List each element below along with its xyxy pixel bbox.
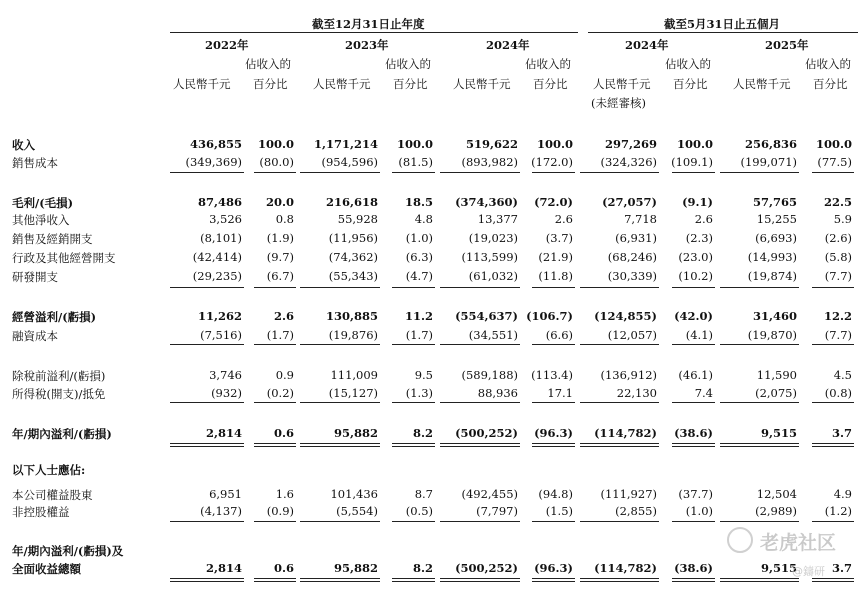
row-cell: (6.6)	[545, 328, 573, 342]
rule-net-double	[580, 443, 659, 447]
row-cell: (172.0)	[531, 155, 573, 169]
watermark-brand: 老虎社区	[760, 532, 837, 554]
rule-total-double	[254, 578, 296, 582]
row-cell: (6,693)	[755, 231, 797, 245]
header-group1-title: 截至12月31日止年度	[312, 17, 425, 31]
row-cell: (2,855)	[615, 504, 657, 518]
rule-operating	[170, 287, 244, 288]
row-cell: 4.5	[833, 368, 852, 382]
row-cell: 100.0	[815, 137, 852, 151]
row-cell: (4.1)	[685, 328, 713, 342]
rule-operating	[812, 287, 854, 288]
row-cell: 9.5	[414, 368, 433, 382]
rule-total-double	[170, 578, 244, 582]
row-cell: 11,590	[756, 368, 797, 382]
row-cell: (46.1)	[678, 368, 713, 382]
rule-net-top	[672, 402, 715, 403]
row-cell: 11,262	[197, 309, 242, 323]
rule-net-top	[392, 402, 435, 403]
row-cell: (0.8)	[824, 386, 852, 400]
row-cell: (10.2)	[678, 269, 713, 283]
row-cell: 12.2	[823, 309, 852, 323]
row-cell: (7.7)	[824, 269, 852, 283]
row-cell: 216,618	[325, 195, 378, 209]
rule-total-double	[672, 578, 715, 582]
row-cell: (0.9)	[266, 504, 294, 518]
pct-label-2025-5m: 佔收入的	[805, 57, 851, 71]
row-cell: (55,343)	[328, 269, 378, 283]
row-cell: 297,269	[604, 137, 657, 151]
row-cell: (1.7)	[405, 328, 433, 342]
row-cell: 87,486	[197, 195, 242, 209]
row-cell: (106.7)	[526, 309, 573, 323]
rule-gross	[254, 172, 296, 173]
unit-label-2022: 人民幣千元	[173, 77, 231, 91]
rule-attr	[672, 521, 715, 522]
row-cell: (15,127)	[328, 386, 378, 400]
row-cell: (0.2)	[266, 386, 294, 400]
row-cell: 101,436	[330, 487, 378, 501]
pct-label-2023: 佔收入的	[385, 57, 431, 71]
row-cell: (893,982)	[461, 155, 518, 169]
row-cell: (81.5)	[398, 155, 433, 169]
pct-label2-2025-5m: 百分比	[813, 77, 848, 91]
row-cell: (61,032)	[468, 269, 518, 283]
row-cell: (500,252)	[455, 561, 518, 575]
row-cell: (589,188)	[461, 368, 518, 382]
rule-operating	[440, 287, 520, 288]
row-cell: (21.9)	[538, 250, 573, 264]
row-cell: 3,746	[209, 368, 242, 382]
row-cell: (554,637)	[455, 309, 518, 323]
rule-gross	[300, 172, 380, 173]
header-group2-title: 截至5月31日止五個月	[664, 17, 781, 31]
rule-pretax	[672, 344, 715, 345]
row-cell: (113,599)	[461, 250, 518, 264]
row-cell: 15,255	[756, 212, 797, 226]
row-cell: 3.7	[831, 561, 852, 575]
row-cell: 95,882	[333, 561, 378, 575]
row-cell: (199,071)	[740, 155, 797, 169]
row-cell: 4.8	[414, 212, 433, 226]
year-2024: 2024年	[486, 38, 530, 52]
unit-label-2024-5m: 人民幣千元	[593, 77, 651, 91]
row-cell: (42,414)	[192, 250, 242, 264]
row-cell: (74,362)	[328, 250, 378, 264]
rule-pretax	[440, 344, 520, 345]
row-cell: 6,951	[209, 487, 242, 501]
pct-label-2024-5m: 佔收入的	[665, 57, 711, 71]
header-group2-rule	[588, 32, 858, 33]
row-cell: (1.2)	[824, 504, 852, 518]
rule-attr	[532, 521, 575, 522]
row-cell: (9.7)	[266, 250, 294, 264]
rule-operating	[720, 287, 799, 288]
row-cell: (109.1)	[671, 155, 713, 169]
rule-net-double	[170, 443, 244, 447]
row-cell: (8,101)	[200, 231, 242, 245]
row-label: 除稅前溢利/(虧損)	[12, 369, 106, 383]
section-attributable: 以下人士應佔:	[12, 463, 86, 477]
row-label: 毛利/(毛損)	[12, 196, 74, 210]
pct-label2-2024-5m: 百分比	[673, 77, 708, 91]
row-cell: (6.3)	[405, 250, 433, 264]
row-cell: (77.5)	[817, 155, 852, 169]
row-cell: 7.4	[694, 386, 713, 400]
rule-operating	[672, 287, 715, 288]
rule-net-double	[300, 443, 380, 447]
row-cell: (349,369)	[185, 155, 242, 169]
row-label: 研發開支	[12, 270, 58, 284]
rule-operating	[532, 287, 575, 288]
rule-net-double	[720, 443, 799, 447]
row-cell: 11.2	[404, 309, 433, 323]
rule-pretax	[532, 344, 575, 345]
row-cell: (111,927)	[600, 487, 657, 501]
row-cell: (12,057)	[607, 328, 657, 342]
row-cell: (19,023)	[468, 231, 518, 245]
row-cell: (1.3)	[405, 386, 433, 400]
row-cell: (124,855)	[594, 309, 657, 323]
row-cell: 111,009	[330, 368, 378, 382]
row-cell: 8.2	[412, 561, 433, 575]
row-cell: 3.7	[831, 426, 852, 440]
row-cell: 1.6	[275, 487, 294, 501]
rule-net-top	[580, 402, 659, 403]
row-cell: (374,360)	[455, 195, 518, 209]
row-cell: 22.5	[823, 195, 852, 209]
row-cell: 100.0	[257, 137, 294, 151]
row-cell: (4,137)	[200, 504, 242, 518]
row-label: 融資成本	[12, 329, 58, 343]
row-label: 全面收益總額	[12, 562, 81, 576]
rule-net-top	[440, 402, 520, 403]
row-cell: 8.2	[412, 426, 433, 440]
row-cell: (2,075)	[755, 386, 797, 400]
row-cell: 57,765	[752, 195, 797, 209]
pct-label2-2022: 百分比	[253, 77, 288, 91]
rule-attr	[254, 521, 296, 522]
row-cell: (114,782)	[594, 561, 657, 575]
row-label: 銷售及經銷開支	[12, 232, 93, 246]
rule-pretax	[254, 344, 296, 345]
row-cell: (5,554)	[336, 504, 378, 518]
row-cell: (7.7)	[824, 328, 852, 342]
row-cell: (72.0)	[534, 195, 573, 209]
row-cell: (1.5)	[545, 504, 573, 518]
row-cell: 2.6	[694, 212, 713, 226]
row-cell: (6,931)	[615, 231, 657, 245]
row-cell: (3.7)	[545, 231, 573, 245]
row-cell: 436,855	[189, 137, 242, 151]
row-cell: (7,516)	[200, 328, 242, 342]
rule-net-top	[300, 402, 380, 403]
rule-net-double	[532, 443, 575, 447]
pct-label2-2023: 百分比	[393, 77, 428, 91]
rule-attr	[170, 521, 244, 522]
row-cell: 1,171,214	[313, 137, 378, 151]
row-cell: 100.0	[536, 137, 573, 151]
row-cell: 7,718	[624, 212, 657, 226]
row-cell: (9.1)	[682, 195, 713, 209]
row-cell: (1.0)	[405, 231, 433, 245]
row-label: 銷售成本	[12, 156, 58, 170]
row-cell: (1.7)	[266, 328, 294, 342]
unit-label-2024: 人民幣千元	[453, 77, 511, 91]
row-cell: 8.7	[414, 487, 433, 501]
rule-net-top	[254, 402, 296, 403]
row-cell: (38.6)	[674, 561, 713, 575]
rule-pretax	[580, 344, 659, 345]
unit-label-2025-5m: 人民幣千元	[733, 77, 791, 91]
rule-gross	[170, 172, 244, 173]
row-cell: 2.6	[273, 309, 294, 323]
rule-operating	[580, 287, 659, 288]
rule-net-top	[720, 402, 799, 403]
row-cell: (136,912)	[600, 368, 657, 382]
row-cell: 2,814	[205, 426, 242, 440]
rule-pretax	[170, 344, 244, 345]
row-cell: (34,551)	[468, 328, 518, 342]
year-2022: 2022年	[205, 38, 249, 52]
watermark-logo-icon	[727, 527, 753, 553]
year-2025-5m: 2025年	[765, 38, 809, 52]
rule-attr	[580, 521, 659, 522]
row-cell: (1.0)	[685, 504, 713, 518]
row-cell: 3,526	[209, 212, 242, 226]
rule-pretax	[812, 344, 854, 345]
rule-attr	[392, 521, 435, 522]
row-label: 非控股權益	[12, 505, 70, 519]
row-cell: (80.0)	[259, 155, 294, 169]
row-cell: 100.0	[676, 137, 713, 151]
row-cell: (5.8)	[824, 250, 852, 264]
row-cell: 0.6	[273, 561, 294, 575]
row-cell: (68,246)	[607, 250, 657, 264]
rule-gross	[532, 172, 575, 173]
rule-net-double	[392, 443, 435, 447]
rule-net-double	[254, 443, 296, 447]
rule-gross	[812, 172, 854, 173]
row-cell: 519,622	[465, 137, 518, 151]
row-cell: (2.3)	[685, 231, 713, 245]
row-cell: (96.3)	[534, 426, 573, 440]
rule-gross	[580, 172, 659, 173]
row-cell: (23.0)	[678, 250, 713, 264]
row-cell: (37.7)	[678, 487, 713, 501]
rule-total-double	[720, 578, 799, 582]
row-cell: 0.8	[275, 212, 294, 226]
row-cell: 22,130	[616, 386, 657, 400]
rule-attr	[440, 521, 520, 522]
unaudited-note: (未經審核)	[591, 96, 646, 110]
row-cell: 31,460	[752, 309, 797, 323]
row-cell: 88,936	[477, 386, 518, 400]
rule-operating	[300, 287, 380, 288]
row-cell: 2,814	[205, 561, 242, 575]
row-cell: (2,989)	[755, 504, 797, 518]
row-cell: 12,504	[756, 487, 797, 501]
rule-total-double	[392, 578, 435, 582]
row-cell: 0.6	[273, 426, 294, 440]
row-cell: 95,882	[333, 426, 378, 440]
row-cell: (94.8)	[538, 487, 573, 501]
section-comprehensive-line1: 年/期內溢利/(虧損)及	[12, 544, 124, 558]
row-label: 年/期內溢利/(虧損)	[12, 427, 112, 441]
row-cell: (30,339)	[607, 269, 657, 283]
row-cell: 2.6	[554, 212, 573, 226]
rule-net-top	[812, 402, 854, 403]
row-cell: (19,876)	[328, 328, 378, 342]
row-cell: 130,885	[325, 309, 378, 323]
rule-net-top	[170, 402, 244, 403]
row-cell: (27,057)	[602, 195, 657, 209]
row-cell: 55,928	[337, 212, 378, 226]
row-cell: (6.7)	[266, 269, 294, 283]
row-cell: (932)	[211, 386, 242, 400]
pct-label-2024: 佔收入的	[525, 57, 571, 71]
rule-total-double	[300, 578, 380, 582]
rule-net-double	[812, 443, 854, 447]
rule-net-double	[440, 443, 520, 447]
rule-operating	[392, 287, 435, 288]
row-cell: (1.9)	[266, 231, 294, 245]
row-cell: 4.9	[833, 487, 852, 501]
pct-label2-2024: 百分比	[533, 77, 568, 91]
year-2024-5m: 2024年	[625, 38, 669, 52]
row-cell: (114,782)	[594, 426, 657, 440]
row-cell: (500,252)	[455, 426, 518, 440]
unit-label-2023: 人民幣千元	[313, 77, 371, 91]
row-cell: (324,326)	[600, 155, 657, 169]
row-cell: 5.9	[833, 212, 852, 226]
row-cell: (19,870)	[747, 328, 797, 342]
rule-pretax	[720, 344, 799, 345]
row-cell: 13,377	[477, 212, 518, 226]
row-cell: (19,874)	[747, 269, 797, 283]
rule-gross	[440, 172, 520, 173]
row-cell: (113.4)	[531, 368, 573, 382]
rule-pretax	[392, 344, 435, 345]
row-cell: 256,836	[744, 137, 797, 151]
row-cell: (42.0)	[674, 309, 713, 323]
pct-label-2022: 佔收入的	[245, 57, 291, 71]
row-cell: (11,956)	[328, 231, 378, 245]
row-cell: (38.6)	[674, 426, 713, 440]
row-cell: 9,515	[760, 426, 797, 440]
row-cell: (96.3)	[534, 561, 573, 575]
row-cell: (0.5)	[405, 504, 433, 518]
row-cell: 17.1	[547, 386, 573, 400]
row-cell: (7,797)	[476, 504, 518, 518]
rule-net-top	[532, 402, 575, 403]
row-cell: 20.0	[265, 195, 294, 209]
rule-net-double	[672, 443, 715, 447]
rule-pretax	[300, 344, 380, 345]
row-cell: (11.8)	[538, 269, 573, 283]
row-label: 經營溢利/(虧損)	[12, 310, 97, 324]
row-cell: (492,455)	[461, 487, 518, 501]
row-cell: (29,235)	[192, 269, 242, 283]
row-cell: (2.6)	[824, 231, 852, 245]
rule-total-double	[532, 578, 575, 582]
row-cell: 100.0	[396, 137, 433, 151]
rule-total-double	[440, 578, 520, 582]
rule-attr	[812, 521, 854, 522]
row-label: 其他淨收入	[12, 213, 70, 227]
row-cell: (14,993)	[747, 250, 797, 264]
rule-total-double	[580, 578, 659, 582]
rule-gross	[392, 172, 435, 173]
row-cell: 0.9	[275, 368, 294, 382]
rule-gross	[720, 172, 799, 173]
row-label: 收入	[12, 138, 35, 152]
row-label: 本公司權益股東	[12, 488, 93, 502]
rule-operating	[254, 287, 296, 288]
row-label: 行政及其他經營開支	[12, 251, 116, 265]
watermark-handle: @鑄研	[792, 565, 825, 578]
row-cell: (954,596)	[321, 155, 378, 169]
rule-attr	[300, 521, 380, 522]
row-cell: (4.7)	[405, 269, 433, 283]
row-label: 所得稅(開支)/抵免	[12, 387, 106, 401]
header-group1-rule	[170, 32, 578, 33]
year-2023: 2023年	[345, 38, 389, 52]
rule-gross	[672, 172, 715, 173]
row-cell: 9,515	[760, 561, 797, 575]
row-cell: 18.5	[404, 195, 433, 209]
rule-attr	[720, 521, 799, 522]
